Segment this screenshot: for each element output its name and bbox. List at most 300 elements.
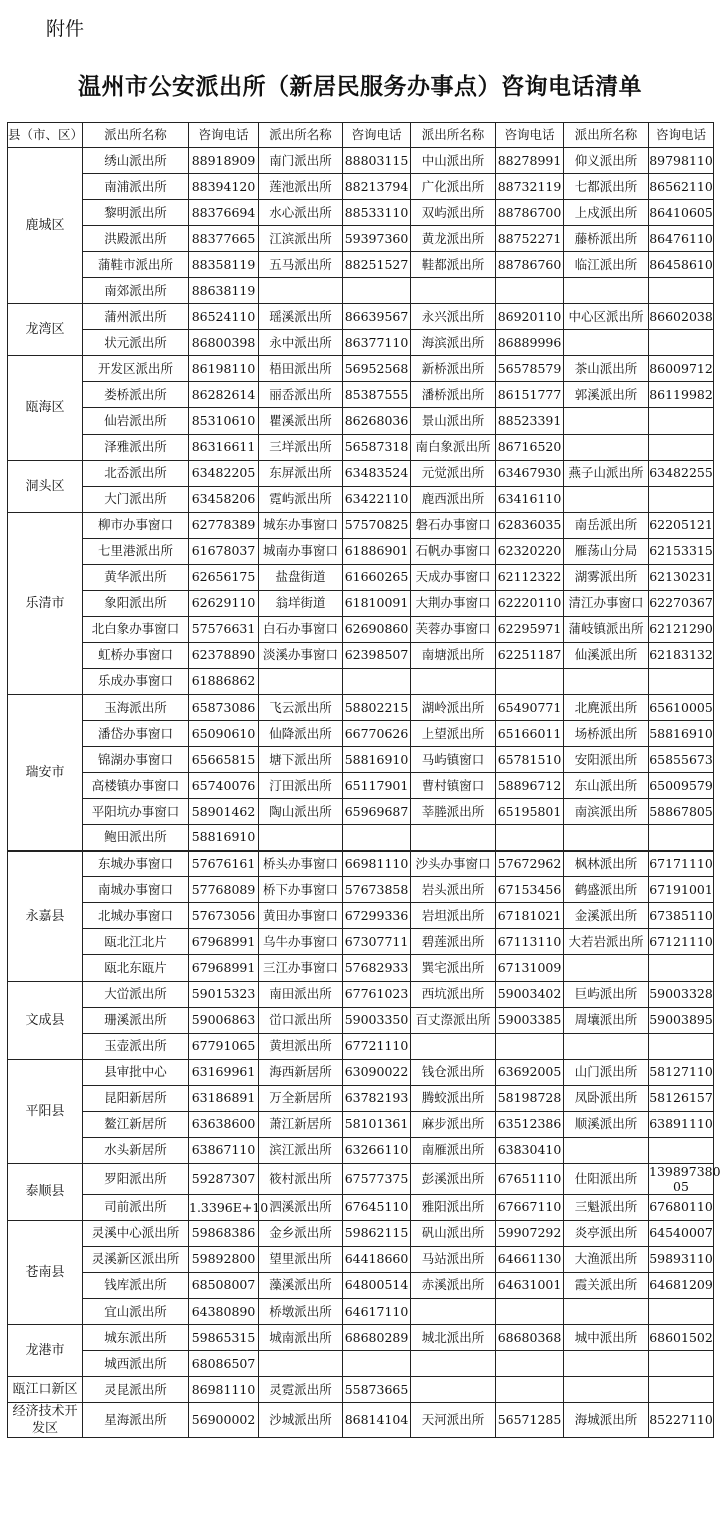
phone-cell: 88786700	[496, 200, 564, 226]
phone-cell: 62121290	[649, 616, 714, 642]
county-cell: 瓯海区	[8, 356, 83, 460]
phone-cell	[343, 668, 411, 694]
station-cell: 石帆办事窗口	[411, 538, 496, 564]
phone-cell: 88752271	[496, 226, 564, 252]
phone-cell: 65166011	[496, 721, 564, 747]
station-cell: 大门派出所	[83, 486, 189, 512]
column-header-station: 派出所名称	[411, 123, 496, 148]
table-row	[8, 1137, 714, 1163]
station-cell: 星海派出所	[83, 1403, 189, 1438]
phone-cell: 62378890	[189, 642, 259, 668]
phone-cell: 86458610	[649, 252, 714, 278]
phone-cell: 86889996	[496, 330, 564, 356]
phone-cell: 57768089	[189, 877, 259, 903]
station-cell: 蒲鞋市派出所	[83, 252, 189, 278]
station-cell	[564, 408, 649, 434]
station-cell: 马屿镇窗口	[411, 747, 496, 773]
station-cell	[259, 668, 343, 694]
station-cell: 鲍田派出所	[83, 825, 189, 851]
phone-cell: 62778389	[189, 512, 259, 538]
station-cell	[564, 1299, 649, 1325]
station-cell: 三魁派出所	[564, 1194, 649, 1220]
column-header-station: 派出所名称	[259, 123, 343, 148]
station-cell	[411, 278, 496, 304]
station-cell: 蒲岐镇派出所	[564, 616, 649, 642]
phone-cell: 58816910	[343, 747, 411, 773]
station-cell: 霓屿派出所	[259, 486, 343, 512]
station-cell: 南岳派出所	[564, 512, 649, 538]
phone-cell: 67299336	[343, 903, 411, 929]
station-cell: 城北派出所	[411, 1325, 496, 1351]
station-cell	[564, 955, 649, 981]
phone-cell: 86562110	[649, 174, 714, 200]
phone-cell: 86282614	[189, 382, 259, 408]
table-row	[8, 1007, 714, 1033]
table-row	[8, 538, 714, 564]
station-cell: 飞云派出所	[259, 694, 343, 720]
table-row	[8, 1163, 714, 1194]
table-row	[8, 616, 714, 642]
phone-cell: 86814104	[343, 1403, 411, 1438]
contact-table	[7, 122, 721, 1438]
station-cell: 湖岭派出所	[411, 694, 496, 720]
phone-cell: 58867805	[649, 799, 714, 825]
station-cell: 临江派出所	[564, 252, 649, 278]
table-row	[8, 1111, 714, 1137]
station-cell	[411, 825, 496, 851]
station-cell: 三垟派出所	[259, 434, 343, 460]
phone-cell: 59003328	[649, 981, 714, 1007]
station-cell: 望里派出所	[259, 1246, 343, 1272]
table-row	[8, 851, 714, 877]
column-header-station: 派出所名称	[564, 123, 649, 148]
station-cell: 顺溪派出所	[564, 1111, 649, 1137]
phone-cell: 86198110	[189, 356, 259, 382]
station-cell: 高楼镇办事窗口	[83, 773, 189, 799]
station-cell: 蒲州派出所	[83, 304, 189, 330]
phone-cell: 59003895	[649, 1007, 714, 1033]
station-cell: 北麂派出所	[564, 694, 649, 720]
station-cell: 东山派出所	[564, 773, 649, 799]
table-row	[8, 1272, 714, 1298]
station-cell	[564, 1377, 649, 1403]
station-cell: 中心区派出所	[564, 304, 649, 330]
station-cell: 鳌江新居所	[83, 1111, 189, 1137]
phone-cell	[496, 668, 564, 694]
table-row	[8, 747, 714, 773]
phone-cell: 86410605	[649, 200, 714, 226]
phone-cell: 59006863	[189, 1007, 259, 1033]
station-cell: 瓯北东瓯片	[83, 955, 189, 981]
column-header-phone: 咨询电话	[649, 123, 714, 148]
station-cell: 万全新居所	[259, 1085, 343, 1111]
phone-cell: 56900002	[189, 1403, 259, 1438]
phone-cell: 59003402	[496, 981, 564, 1007]
station-cell: 新桥派出所	[411, 356, 496, 382]
table-row	[8, 668, 714, 694]
station-cell: 南雁派出所	[411, 1137, 496, 1163]
phone-cell: 63482255	[649, 460, 714, 486]
phone-cell: 88918909	[189, 148, 259, 174]
phone-cell	[496, 1299, 564, 1325]
station-cell	[564, 330, 649, 356]
station-cell: 炎亭派出所	[564, 1220, 649, 1246]
phone-cell: 66770626	[343, 721, 411, 747]
phone-cell: 86009712	[649, 356, 714, 382]
phone-cell: 59003385	[496, 1007, 564, 1033]
table-row	[8, 434, 714, 460]
station-cell: 城东派出所	[83, 1325, 189, 1351]
phone-cell: 68086507	[189, 1351, 259, 1377]
phone-cell: 67667110	[496, 1194, 564, 1220]
phone-cell: 63169961	[189, 1059, 259, 1085]
station-cell: 大渔派出所	[564, 1246, 649, 1272]
table-row	[8, 694, 714, 720]
phone-cell: 67651110	[496, 1163, 564, 1194]
phone-cell: 88278991	[496, 148, 564, 174]
phone-cell: 67171110	[649, 851, 714, 877]
phone-cell: 56571285	[496, 1403, 564, 1438]
station-cell: 黄华派出所	[83, 564, 189, 590]
phone-cell: 59287307	[189, 1163, 259, 1194]
phone-cell: 62183132	[649, 642, 714, 668]
station-cell: 西坑派出所	[411, 981, 496, 1007]
phone-cell: 68680368	[496, 1325, 564, 1351]
county-cell: 平阳县	[8, 1059, 83, 1163]
station-cell: 白石办事窗口	[259, 616, 343, 642]
phone-cell	[649, 1299, 714, 1325]
table-row	[8, 408, 714, 434]
phone-cell: 85227110	[649, 1403, 714, 1438]
station-cell: 天成办事窗口	[411, 564, 496, 590]
phone-cell: 86981110	[189, 1377, 259, 1403]
station-cell: 城东办事窗口	[259, 512, 343, 538]
station-cell: 瓯北江北片	[83, 929, 189, 955]
table-row	[8, 799, 714, 825]
phone-cell: 86800398	[189, 330, 259, 356]
phone-cell: 67968991	[189, 929, 259, 955]
phone-cell	[649, 1377, 714, 1403]
phone-cell: 61886901	[343, 538, 411, 564]
phone-cell	[496, 278, 564, 304]
station-cell: 仕阳派出所	[564, 1163, 649, 1194]
station-cell: 城南派出所	[259, 1325, 343, 1351]
phone-cell: 57570825	[343, 512, 411, 538]
column-header-county: 县（市、区）	[8, 123, 83, 148]
phone-cell: 62251187	[496, 642, 564, 668]
county-cell: 鹿城区	[8, 148, 83, 304]
phone-cell	[649, 434, 714, 460]
station-cell: 灵溪中心派出所	[83, 1220, 189, 1246]
phone-cell: 56587318	[343, 434, 411, 460]
table-row	[8, 512, 714, 538]
phone-cell: 67385110	[649, 903, 714, 929]
station-cell: 碧莲派出所	[411, 929, 496, 955]
station-cell: 状元派出所	[83, 330, 189, 356]
station-cell: 磐石办事窗口	[411, 512, 496, 538]
phone-cell: 57676161	[189, 851, 259, 877]
phone-cell: 67113110	[496, 929, 564, 955]
phone-cell: 88358119	[189, 252, 259, 278]
station-cell	[564, 825, 649, 851]
table-row	[8, 1220, 714, 1246]
phone-cell: 64800514	[343, 1272, 411, 1298]
phone-cell	[649, 825, 714, 851]
station-cell	[564, 668, 649, 694]
station-cell: 桥头办事窗口	[259, 851, 343, 877]
station-cell: 麻步派出所	[411, 1111, 496, 1137]
phone-cell: 67721110	[343, 1033, 411, 1059]
station-cell: 玉海派出所	[83, 694, 189, 720]
phone-cell: 58198728	[496, 1085, 564, 1111]
phone-cell: 63482205	[189, 460, 259, 486]
station-cell: 宜山派出所	[83, 1299, 189, 1325]
attachment-label: 附件	[46, 18, 85, 40]
station-cell: 雁荡山分局	[564, 538, 649, 564]
county-cell: 文成县	[8, 981, 83, 1059]
phone-cell: 58101361	[343, 1111, 411, 1137]
phone-cell: 58901462	[189, 799, 259, 825]
phone-cell: 62220110	[496, 590, 564, 616]
station-cell: 开发区派出所	[83, 356, 189, 382]
phone-cell: 63090022	[343, 1059, 411, 1085]
table-row	[8, 278, 714, 304]
station-cell: 东城办事窗口	[83, 851, 189, 877]
phone-cell: 85387555	[343, 382, 411, 408]
table-row	[8, 1085, 714, 1111]
phone-cell: 62295971	[496, 616, 564, 642]
station-cell: 藻溪派出所	[259, 1272, 343, 1298]
phone-cell: 56952568	[343, 356, 411, 382]
station-cell: 县审批中心	[83, 1059, 189, 1085]
phone-cell	[649, 408, 714, 434]
phone-cell: 62656175	[189, 564, 259, 590]
station-cell: 钱仓派出所	[411, 1059, 496, 1085]
station-cell: 锦湖办事窗口	[83, 747, 189, 773]
station-cell: 盐盘街道	[259, 564, 343, 590]
table-row	[8, 174, 714, 200]
station-cell: 象阳派出所	[83, 590, 189, 616]
phone-cell: 67645110	[343, 1194, 411, 1220]
station-cell: 黄田办事窗口	[259, 903, 343, 929]
table-row	[8, 825, 714, 851]
station-cell: 潘桥派出所	[411, 382, 496, 408]
table-row	[8, 460, 714, 486]
phone-cell: 86639567	[343, 304, 411, 330]
station-cell: 桥墩派出所	[259, 1299, 343, 1325]
phone-cell: 58127110	[649, 1059, 714, 1085]
phone-cell: 67121110	[649, 929, 714, 955]
phone-cell: 63458206	[189, 486, 259, 512]
station-cell: 灵昆派出所	[83, 1377, 189, 1403]
phone-cell: 86524110	[189, 304, 259, 330]
station-cell: 娄桥派出所	[83, 382, 189, 408]
phone-cell: 61678037	[189, 538, 259, 564]
phone-cell: 59862115	[343, 1220, 411, 1246]
station-cell: 北岙派出所	[83, 460, 189, 486]
station-cell: 岩坦派出所	[411, 903, 496, 929]
station-cell	[259, 1351, 343, 1377]
station-cell: 珊溪派出所	[83, 1007, 189, 1033]
station-cell: 山门派出所	[564, 1059, 649, 1085]
table-row	[8, 1299, 714, 1325]
phone-cell: 65855673	[649, 747, 714, 773]
phone-cell: 55873665	[343, 1377, 411, 1403]
column-header-phone: 咨询电话	[189, 123, 259, 148]
phone-cell: 63867110	[189, 1137, 259, 1163]
phone-cell: 62130231	[649, 564, 714, 590]
station-cell: 藤桥派出所	[564, 226, 649, 252]
station-cell: 矾山派出所	[411, 1220, 496, 1246]
phone-cell: 62320220	[496, 538, 564, 564]
station-cell: 洪殿派出所	[83, 226, 189, 252]
station-cell: 海滨派出所	[411, 330, 496, 356]
station-cell	[259, 278, 343, 304]
station-cell: 城中派出所	[564, 1325, 649, 1351]
table-row	[8, 955, 714, 981]
station-cell: 梧田派出所	[259, 356, 343, 382]
county-cell: 洞头区	[8, 460, 83, 512]
table-row	[8, 590, 714, 616]
phone-cell: 88786760	[496, 252, 564, 278]
station-cell: 彭溪派出所	[411, 1163, 496, 1194]
station-cell: 安阳派出所	[564, 747, 649, 773]
table-row	[8, 877, 714, 903]
county-cell: 永嘉县	[8, 851, 83, 981]
phone-cell: 63512386	[496, 1111, 564, 1137]
station-cell: 鹿西派出所	[411, 486, 496, 512]
county-cell: 龙港市	[8, 1325, 83, 1377]
station-cell: 腾蛟派出所	[411, 1085, 496, 1111]
station-cell	[411, 1377, 496, 1403]
phone-cell: 59893110	[649, 1246, 714, 1272]
phone-cell: 64380890	[189, 1299, 259, 1325]
phone-cell	[649, 486, 714, 512]
phone-cell: 68601502	[649, 1325, 714, 1351]
phone-cell: 61886862	[189, 668, 259, 694]
station-cell: 周壤派出所	[564, 1007, 649, 1033]
phone-cell: 64681209	[649, 1272, 714, 1298]
phone-cell: 62836035	[496, 512, 564, 538]
station-cell: 沙城派出所	[259, 1403, 343, 1438]
station-cell: 天河派出所	[411, 1403, 496, 1438]
phone-cell: 67968991	[189, 955, 259, 981]
station-cell: 北白象办事窗口	[83, 616, 189, 642]
phone-cell: 66981110	[343, 851, 411, 877]
phone-cell: 56578579	[496, 356, 564, 382]
station-cell: 巨屿派出所	[564, 981, 649, 1007]
station-cell: 大峃派出所	[83, 981, 189, 1007]
station-cell: 大若岩派出所	[564, 929, 649, 955]
table-row	[8, 721, 714, 747]
station-cell: 淡溪办事窗口	[259, 642, 343, 668]
station-cell: 鞋都派出所	[411, 252, 496, 278]
phone-cell: 64631001	[496, 1272, 564, 1298]
phone-cell: 58126157	[649, 1085, 714, 1111]
phone-cell	[343, 825, 411, 851]
phone-cell: 88251527	[343, 252, 411, 278]
phone-cell: 89798110	[649, 148, 714, 174]
phone-cell: 62112322	[496, 564, 564, 590]
station-cell: 曹村镇窗口	[411, 773, 496, 799]
station-cell	[564, 278, 649, 304]
station-cell: 南门派出所	[259, 148, 343, 174]
phone-cell	[496, 1033, 564, 1059]
station-cell: 水心派出所	[259, 200, 343, 226]
county-cell: 龙湾区	[8, 304, 83, 356]
phone-cell: 59907292	[496, 1220, 564, 1246]
phone-cell: 86316611	[189, 434, 259, 460]
station-cell	[564, 1137, 649, 1163]
phone-cell: 63416110	[496, 486, 564, 512]
phone-cell: 57576631	[189, 616, 259, 642]
station-cell: 双屿派出所	[411, 200, 496, 226]
phone-cell: 57673858	[343, 877, 411, 903]
station-cell: 雅阳派出所	[411, 1194, 496, 1220]
station-cell: 钱库派出所	[83, 1272, 189, 1298]
station-cell	[411, 1299, 496, 1325]
phone-cell: 65490771	[496, 694, 564, 720]
phone-cell: 68680289	[343, 1325, 411, 1351]
station-cell: 南城办事窗口	[83, 877, 189, 903]
station-cell: 南白象派出所	[411, 434, 496, 460]
station-cell: 筱村派出所	[259, 1163, 343, 1194]
station-cell: 司前派出所	[83, 1194, 189, 1220]
phone-cell: 57682933	[343, 955, 411, 981]
phone-cell: 88213794	[343, 174, 411, 200]
station-cell: 乌牛办事窗口	[259, 929, 343, 955]
phone-cell: 58816910	[649, 721, 714, 747]
page-title: 温州市公安派出所（新居民服务办事点）咨询电话清单	[78, 73, 642, 100]
phone-cell: 64617110	[343, 1299, 411, 1325]
station-cell	[411, 668, 496, 694]
station-cell: 芙蓉办事窗口	[411, 616, 496, 642]
table-row	[8, 1325, 714, 1351]
phone-cell: 65740076	[189, 773, 259, 799]
station-cell: 仙降派出所	[259, 721, 343, 747]
phone-cell: 88523391	[496, 408, 564, 434]
county-cell: 瓯江口新区	[8, 1377, 83, 1403]
table-row	[8, 1351, 714, 1377]
station-cell: 永中派出所	[259, 330, 343, 356]
phone-cell: 59868386	[189, 1220, 259, 1246]
phone-cell: 88377665	[189, 226, 259, 252]
county-cell: 泰顺县	[8, 1163, 83, 1220]
phone-cell: 65969687	[343, 799, 411, 825]
phone-cell: 86377110	[343, 330, 411, 356]
station-cell: 仙岩派出所	[83, 408, 189, 434]
header-row	[8, 123, 714, 148]
station-cell: 滨江派出所	[259, 1137, 343, 1163]
table-row	[8, 929, 714, 955]
station-cell	[259, 825, 343, 851]
station-cell: 城西派出所	[83, 1351, 189, 1377]
station-cell: 泗溪派出所	[259, 1194, 343, 1220]
phone-cell: 64418660	[343, 1246, 411, 1272]
phone-cell: 67181021	[496, 903, 564, 929]
station-cell: 萧江新居所	[259, 1111, 343, 1137]
station-cell: 鹤盛派出所	[564, 877, 649, 903]
phone-cell: 63422110	[343, 486, 411, 512]
phone-cell: 65873086	[189, 694, 259, 720]
phone-cell: 86716520	[496, 434, 564, 460]
phone-cell: 63638600	[189, 1111, 259, 1137]
phone-cell	[649, 1351, 714, 1377]
station-cell: 城南办事窗口	[259, 538, 343, 564]
station-cell	[411, 1351, 496, 1377]
station-cell: 东屏派出所	[259, 460, 343, 486]
station-cell: 金乡派出所	[259, 1220, 343, 1246]
